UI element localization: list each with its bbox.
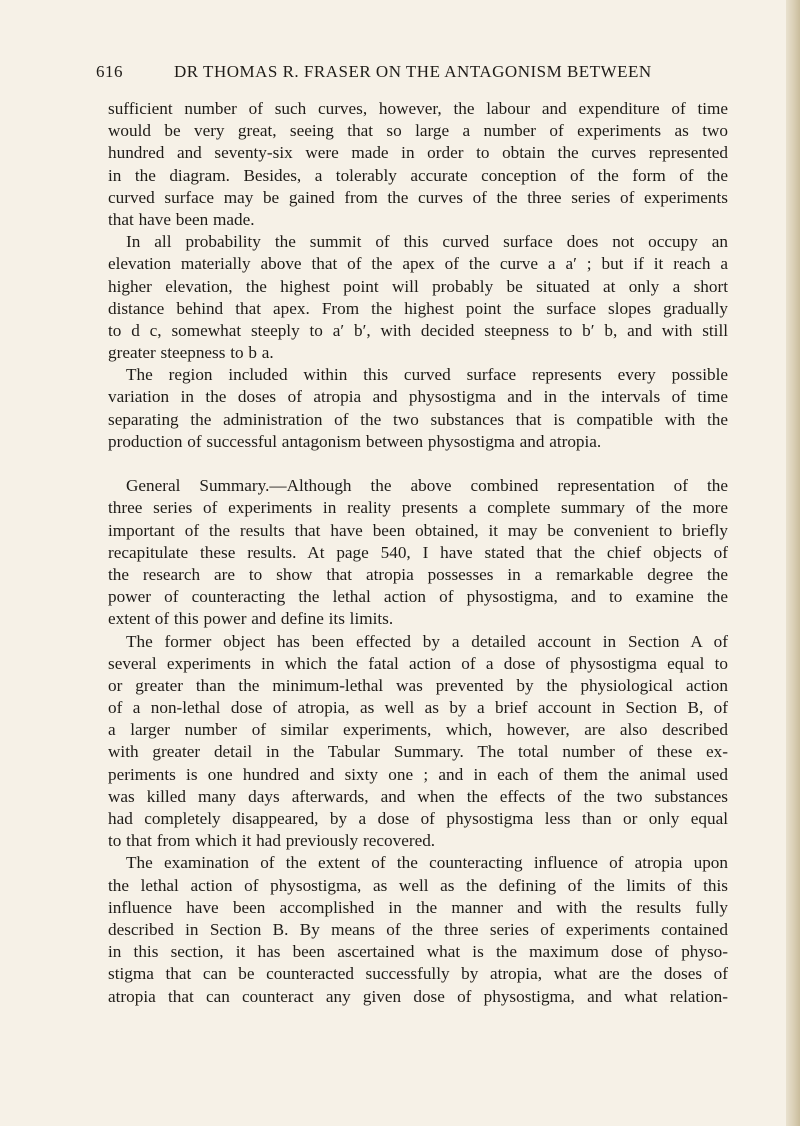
text-line: to d c, somewhat steeply to a′ b′, with decided steepness to b′ b, and with still: [108, 320, 728, 340]
text-line: hundred and seventy-six were made in order to obtain the curves represented: [108, 143, 728, 163]
text-line: variation in the doses of atropia and physostigma and in the intervals of time: [108, 387, 728, 407]
text-line: in the diagram. Besides, a tolerably accurate conception of the form of the: [108, 165, 728, 185]
text-line: separating the administration of the two substances that is compatible with the: [108, 409, 728, 429]
text-line: sufficient number of such curves, however, the labour and expenditure of time: [108, 99, 728, 118]
text-line: three series of experiments in reality presents a complete summary of the more: [108, 498, 728, 518]
text-line: production of successful antagonism between physostigma and atropia.: [108, 431, 602, 451]
text-line: was killed many days afterwards, and when the effects of the two substances: [108, 786, 728, 806]
text-line: important of the results that have been obtained, it may be convenient to briefly: [108, 520, 728, 540]
page-number: 616: [96, 62, 123, 81]
text-line: that have been made.: [108, 209, 255, 229]
text-line: several experiments in which the fatal action of a dose of physostigma equal to: [108, 653, 728, 673]
text-line: higher elevation, the highest point will probably be situated at only a short: [108, 276, 728, 296]
text-line: the research are to show that atropia possesses in a remarkable degree the: [108, 564, 728, 584]
text-line: greater steepness to b a.: [108, 343, 274, 363]
text-line: [108, 453, 728, 475]
text-line: The examination of the extent of the counteracting influence of atropia upon: [126, 853, 728, 873]
text-line: General Summary.—Although the above combined representation of the: [126, 476, 728, 496]
text-line: influence have been accomplished in the manner and with the results fully: [108, 897, 728, 917]
text-line: power of counteracting the lethal action of physostigma, and to examine the: [108, 587, 728, 607]
text-line: stigma that can be counteracted successfully by atropia, what are the doses of: [108, 964, 728, 984]
text-line: or greater than the minimum-lethal was prevented by the physiological action: [108, 675, 728, 695]
text-line: In all probability the summit of this curved surface does not occupy an: [126, 232, 728, 252]
text-line: had completely disappeared, by a dose of physostigma less than or only equal: [108, 809, 728, 828]
text-line: curved surface may be gained from the curves of the three series of experiments: [108, 187, 728, 207]
text-line: a larger number of similar experiments, which, however, are also described: [108, 720, 728, 740]
text-line: would be very great, seeing that so large a number of experiments as two: [108, 121, 728, 141]
text-line: The region included within this curved surface represents every possible: [126, 365, 728, 385]
text-line: elevation materially above that of the apex of the curve a a′ ; but if it reach a: [108, 254, 728, 274]
text-line: extent of this power and define its limits.: [108, 609, 394, 629]
body-text: [108, 98, 728, 1008]
text-line: to that from which it had previously recovered.: [108, 831, 436, 851]
text-line: atropia that can counteract any given dose of physostigma, and what relation-: [108, 986, 728, 1006]
page-header: [96, 62, 708, 86]
text-line: of a non-lethal dose of atropia, as well as by a brief account in Section B, of: [108, 698, 728, 718]
text-line: periments is one hundred and sixty one ; and in each of them the animal used: [108, 764, 728, 784]
text-line: distance behind that apex. From the highest point the surface slopes gradually: [108, 298, 728, 318]
text-line: described in Section B. By means of the three series of experiments contained: [108, 919, 728, 939]
text-line: recapitulate these results. At page 540, I have stated that the chief objects of: [108, 542, 728, 562]
text-line: the lethal action of physostigma, as well as the defining of the limits of this: [108, 875, 728, 895]
page-edge-shadow: [786, 0, 800, 1126]
text-line: with greater detail in the Tabular Summary. The total number of these ex-: [108, 742, 728, 762]
running-head: DR THOMAS R. FRASER ON THE ANTAGONISM BETWEEN: [174, 62, 652, 81]
text-line: The former object has been effected by a detailed account in Section A of: [126, 631, 728, 651]
text-line: in this section, it has been ascertained what is the maximum dose of physo-: [108, 942, 728, 962]
